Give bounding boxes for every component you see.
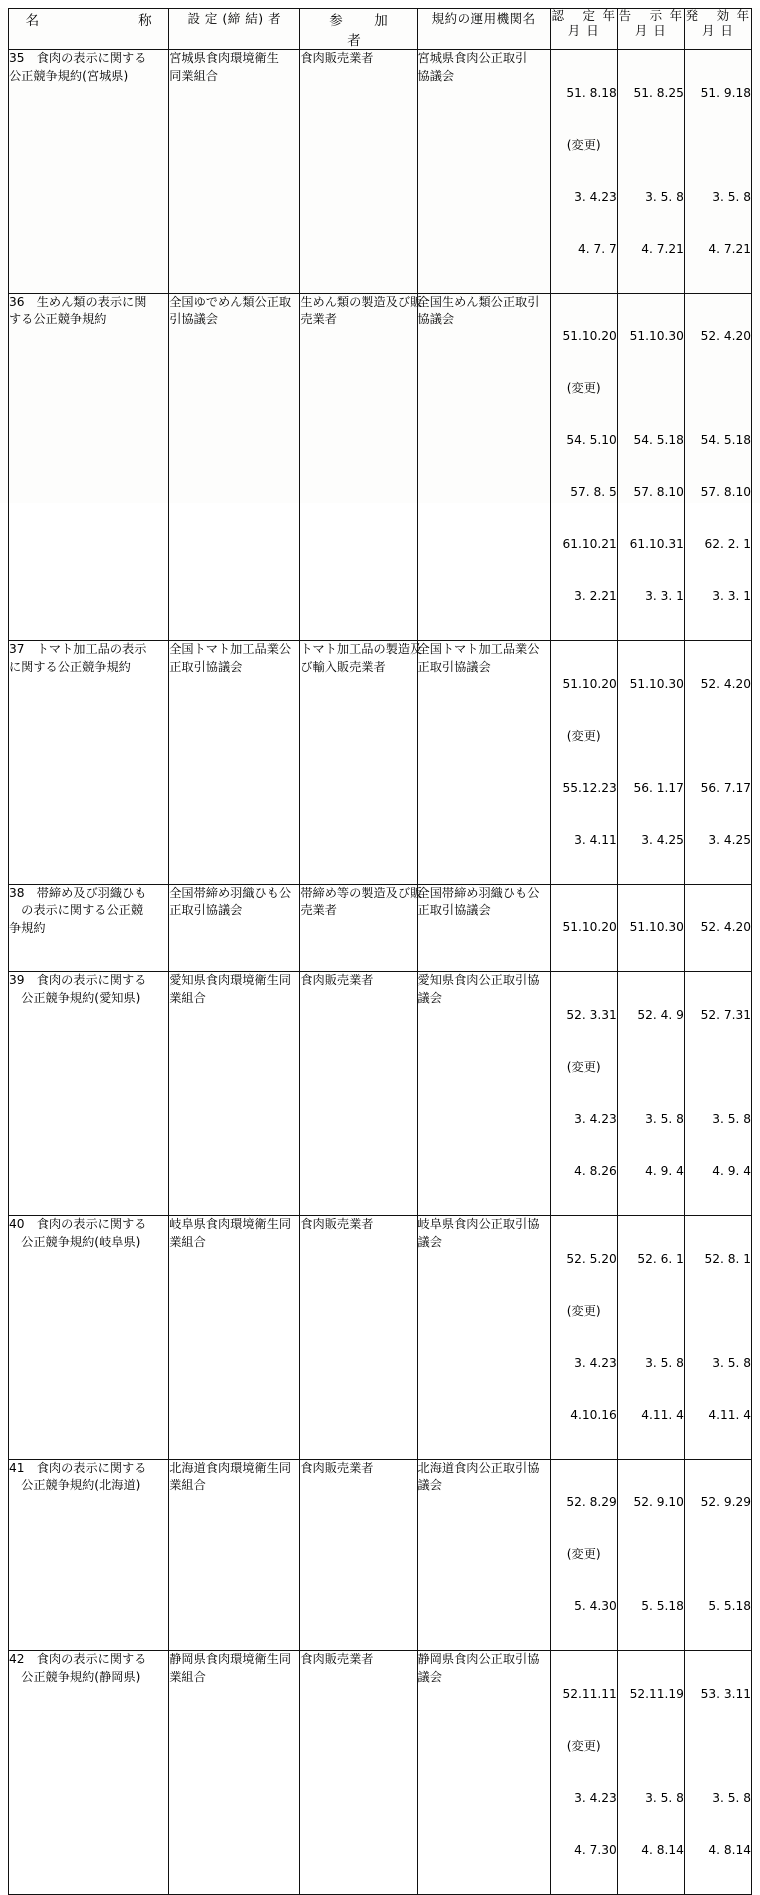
col-header-notice-line1: 告 示 [618,8,666,23]
table-row [9,1459,752,1651]
table-header-row [9,9,752,50]
table-row [9,641,752,885]
cell-effective-date: 52. 4.20 54. 5.18 57. 8.10 62. 2. 1 3. 3. 1 [684,293,751,641]
cell-org: 愛知県食肉公正取引協 議会 [417,972,550,1216]
cell-notice-date: 52. 4. 9 3. 5. 8 4. 9. 4 [617,972,684,1216]
cell-org: 全国生めん類公正取引 協議会 [417,293,550,641]
cell-notice-date: 52. 6. 1 3. 5. 8 4.11. 4 [617,1215,684,1459]
cell-name: 35 食肉の表示に関する 公正競争規約(宮城県) [9,50,169,294]
table-body [9,50,752,1895]
col-header-notice [617,9,684,50]
cell-name: 40 食肉の表示に関する 公正競争規約(岐阜県) [9,1215,169,1459]
cell-setter: 岐阜県食肉環境衛生同 業組合 [169,1215,300,1459]
cell-notice-date: 52.11.19 3. 5. 8 4. 8.14 [617,1651,684,1895]
col-header-setter: 設 定 (締 結) 者 [169,9,300,50]
cell-notice-date: 51.10.30 [617,884,684,972]
cell-effective-date: 51. 9.18 3. 5. 8 4. 7.21 [684,50,751,294]
cell-member: 生めん類の製造及び販 売業者 [300,293,417,641]
cell-name: 42 食肉の表示に関する 公正競争規約(静岡県) [9,1651,169,1895]
col-header-approval-line2: 年 月 日 [567,8,616,38]
col-header-effective-line1: 発 効 [685,8,733,23]
cell-setter: 宮城県食肉環境衛生 同業組合 [169,50,300,294]
cell-org: 静岡県食肉公正取引協 議会 [417,1651,550,1895]
cell-effective-date: 52. 4.20 [684,884,751,972]
col-header-approval [550,9,617,50]
cell-effective-date: 52. 9.29 5. 5.18 [684,1459,751,1651]
col-header-notice-line2: 年 月 日 [634,8,684,38]
cell-effective-date: 52. 8. 1 3. 5. 8 4.11. 4 [684,1215,751,1459]
table-row [9,50,752,294]
cell-name: 36 生めん類の表示に関 する公正競争規約 [9,293,169,641]
cell-org: 宮城県食肉公正取引 協議会 [417,50,550,294]
cell-notice-date: 51.10.30 56. 1.17 3. 4.25 [617,641,684,885]
cell-name: 41 食肉の表示に関する 公正競争規約(北海道) [9,1459,169,1651]
cell-notice-date: 51.10.30 54. 5.18 57. 8.10 61.10.31 3. 3. 1 [617,293,684,641]
document-page [0,8,760,1857]
cell-notice-date: 52. 9.10 5. 5.18 [617,1459,684,1651]
cell-member: 帯締め等の製造及び販 売業者 [300,884,417,972]
cell-setter: 全国トマト加工品業公 正取引協議会 [169,641,300,885]
table-row [9,1215,752,1459]
cell-org: 全国トマト加工品業公 正取引協議会 [417,641,550,885]
fair-competition-code-table [8,8,752,1895]
col-header-approval-line1: 認 定 [551,8,598,23]
cell-approval-date: 51.10.20 [550,884,617,972]
table-row [9,293,752,641]
col-header-effective-line2: 年 月 日 [701,8,751,38]
cell-setter: 静岡県食肉環境衛生同 業組合 [169,1651,300,1895]
cell-effective-date: 53. 3.11 3. 5. 8 4. 8.14 [684,1651,751,1895]
cell-setter: 全国帯締め羽織ひも公 正取引協議会 [169,884,300,972]
cell-member: 食肉販売業者 [300,1459,417,1651]
col-header-org: 規約の運用機関名 [417,9,550,50]
col-header-name: 名 称 [9,9,169,50]
cell-name: 39 食肉の表示に関する 公正競争規約(愛知県) [9,972,169,1216]
cell-org: 全国帯締め羽織ひも公 正取引協議会 [417,884,550,972]
col-header-effective [684,9,751,50]
cell-notice-date: 51. 8.25 3. 5. 8 4. 7.21 [617,50,684,294]
cell-setter: 北海道食肉環境衛生同 業組合 [169,1459,300,1651]
cell-effective-date: 52. 7.31 3. 5. 8 4. 9. 4 [684,972,751,1216]
cell-approval-date: 52. 8.29 (変更) 5. 4.30 [550,1459,617,1651]
cell-member: 食肉販売業者 [300,1651,417,1895]
cell-member: 食肉販売業者 [300,1215,417,1459]
cell-setter: 愛知県食肉環境衛生同 業組合 [169,972,300,1216]
cell-approval-date: 51.10.20 (変更) 55.12.23 3. 4.11 [550,641,617,885]
cell-member: トマト加工品の製造及 び輸入販売業者 [300,641,417,885]
cell-setter: 全国ゆでめん類公正取 引協議会 [169,293,300,641]
cell-approval-date: 51. 8.18 (変更) 3. 4.23 4. 7. 7 [550,50,617,294]
cell-member: 食肉販売業者 [300,972,417,1216]
table-row [9,1651,752,1895]
cell-approval-date: 51.10.20 (変更) 54. 5.10 57. 8. 5 61.10.21 3. 2.21 [550,293,617,641]
cell-name: 38 帯締め及び羽織ひも の表示に関する公正競 争規約 [9,884,169,972]
table-row [9,972,752,1216]
cell-name: 37 トマト加工品の表示 に関する公正競争規約 [9,641,169,885]
cell-approval-date: 52. 5.20 (変更) 3. 4.23 4.10.16 [550,1215,617,1459]
table-header [9,9,752,50]
cell-effective-date: 52. 4.20 56. 7.17 3. 4.25 [684,641,751,885]
cell-approval-date: 52.11.11 (変更) 3. 4.23 4. 7.30 [550,1651,617,1895]
cell-member: 食肉販売業者 [300,50,417,294]
cell-org: 北海道食肉公正取引協 議会 [417,1459,550,1651]
col-header-member: 参 加 者 [300,9,417,50]
table-row [9,884,752,972]
cell-org: 岐阜県食肉公正取引協 議会 [417,1215,550,1459]
cell-approval-date: 52. 3.31 (変更) 3. 4.23 4. 8.26 [550,972,617,1216]
